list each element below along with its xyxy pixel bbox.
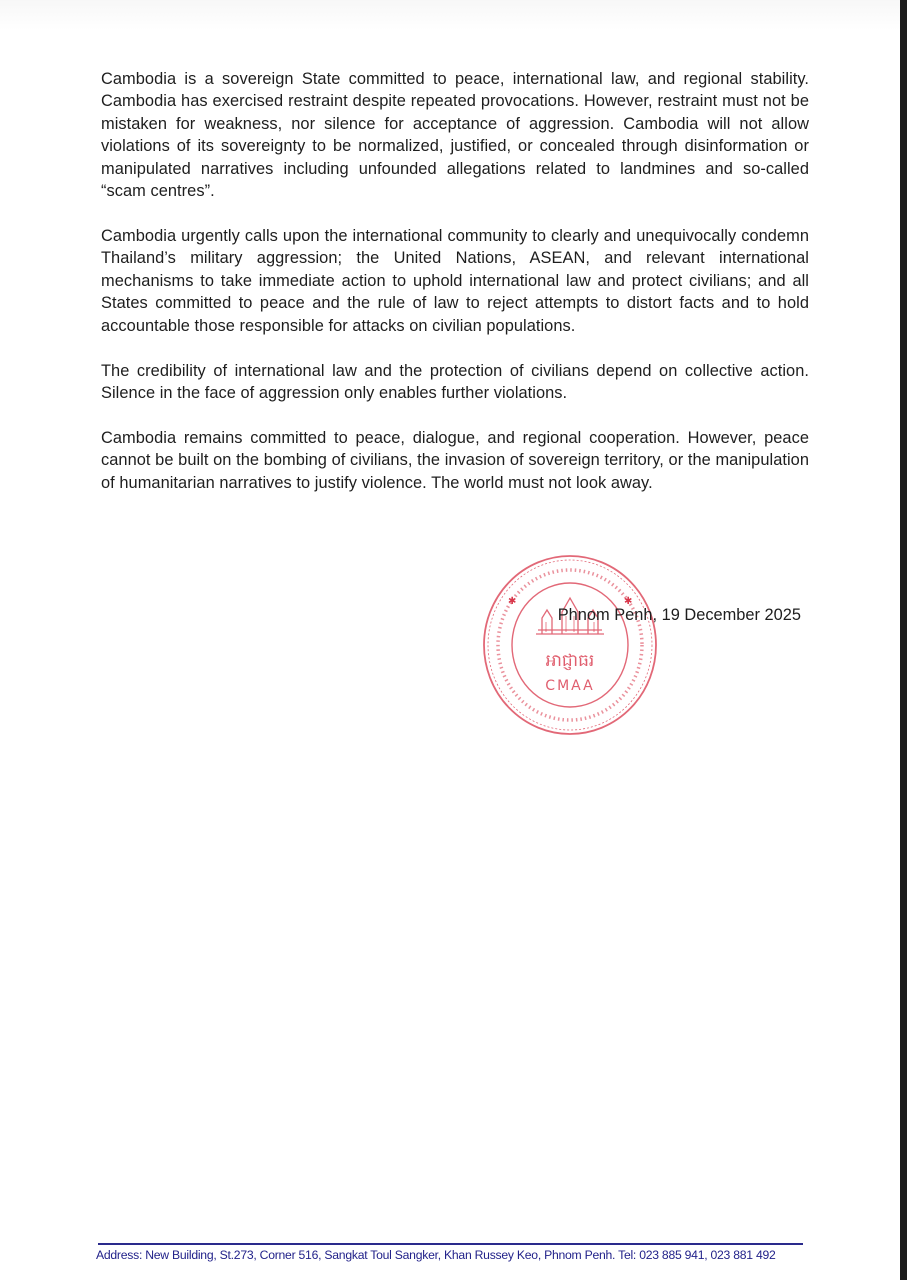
place-and-date: Phnom Penh, 19 December 2025 [557,606,801,624]
official-stamp-icon [480,552,660,738]
paragraph-sovereignty: Cambodia is a sovereign State committed to peace, international law, and regional stability. Cambodia has exercised restraint despite repeated provocations. However, restraint must not be mistaken for weakness, nor silence for acceptance of aggression. Cambodia will not allow violations of its sovereignty to be normalized, justified, or concealed through disinformation or manipulated narratives including unfounded allegations related to landmines and so-called “scam centres”. [101,70,809,201]
seal-khmer-text: អាជ្ញាធរ [545,651,595,671]
page-top-shadow [0,0,900,30]
footer-divider [98,1243,803,1245]
statement-body [101,68,809,517]
paragraph-call-to-action: Cambodia urgently calls upon the international community to clearly and unequivocally condemn Thailand’s military aggression; the United Nations, ASEAN, and relevant international mechanisms to take immediate action to uphold international law and protect civilians; and all States committed to peace and the rule of law to reject attempts to distort facts and to hold accountable those responsible for attacks on civilian populations. [101,227,809,335]
svg-text:✱: ✱ [624,596,633,607]
footer-address: Address: New Building, St.273, Corner 516, Sangkat Toul Sangker, Khan Russey Keo, Phnom Penh. Tel: 023 885 941, 023 881 492 [96,1248,776,1262]
viewer-edge-bar [900,0,907,1280]
svg-text:✱: ✱ [508,596,517,607]
seal-latin-text: CMAA [545,678,595,694]
paragraph-commitment: Cambodia remains committed to peace, dialogue, and regional cooperation. However, peace cannot be built on the bombing of civilians, the invasion of sovereign territory, or the manipulation of humanitarian narratives to justify violence. The world must not look away. [101,429,809,492]
paragraph-credibility: The credibility of international law and the protection of civilians depend on collective action. Silence in the face of aggression only enables further violations. [101,361,809,403]
